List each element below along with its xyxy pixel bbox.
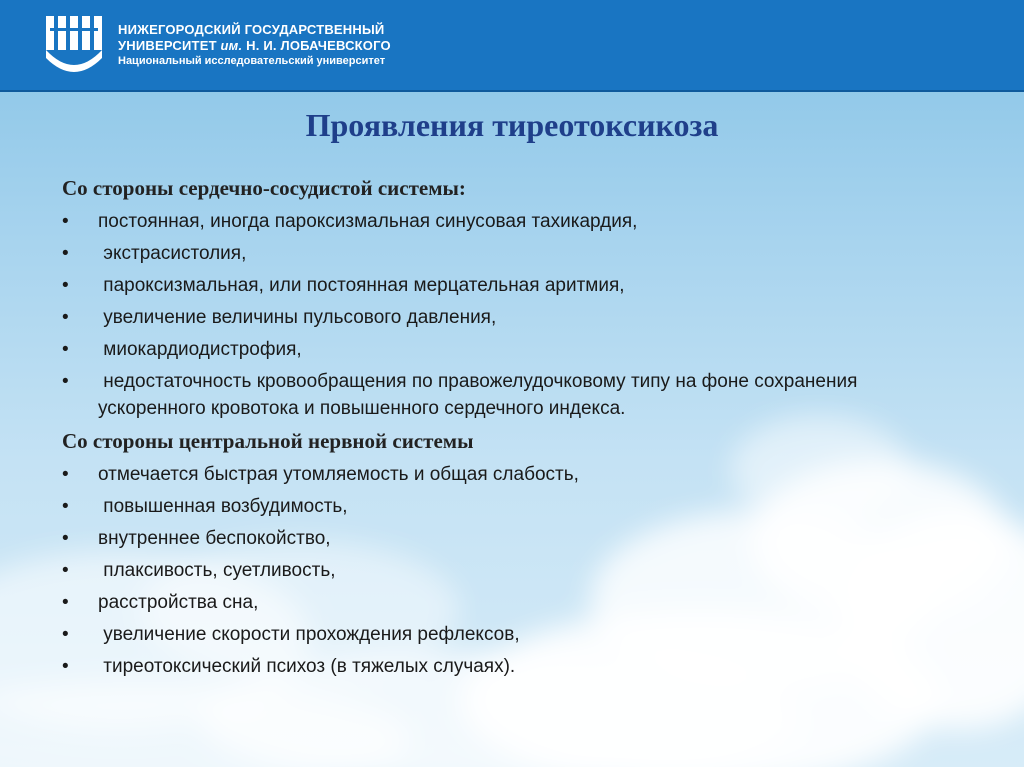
list-item: [62, 208, 922, 235]
university-name-im: им.: [220, 38, 243, 53]
section-cns: [62, 427, 922, 680]
section-heading: Со стороны центральной нервной системы: [62, 429, 474, 453]
list-item-text: увеличение скорости прохождения рефлексов,: [98, 624, 520, 645]
bullet-list: [62, 208, 922, 422]
list-item-text: плаксивость, суетливость,: [98, 560, 336, 581]
list-item: [62, 461, 922, 488]
bullet-icon: •: [62, 307, 69, 328]
bullet-icon: •: [62, 496, 69, 517]
section-cardiovascular: [62, 174, 922, 422]
list-item-text: пароксизмальная, или постоянная мерцательная аритмия,: [98, 275, 625, 296]
list-item: [62, 493, 922, 520]
university-name-person: Н. И. ЛОБАЧЕВСКОГО: [246, 38, 391, 53]
list-item-text: расстройства сна,: [98, 592, 259, 613]
bullet-icon: •: [62, 371, 69, 392]
nnu-logo-icon: [40, 10, 108, 78]
university-name-prefix: УНИВЕРСИТЕТ: [118, 38, 217, 53]
list-item-text: постоянная, иногда пароксизмальная синусовая тахикардия,: [98, 211, 638, 232]
bullet-list: [62, 461, 922, 680]
bullet-icon: •: [62, 464, 69, 485]
list-item-text: тиреотоксический психоз (в тяжелых случаях).: [98, 656, 516, 677]
list-item-text: отмечается быстрая утомляемость и общая слабость,: [98, 464, 579, 485]
list-item: [62, 589, 922, 616]
slide-content: [62, 174, 922, 685]
bullet-icon: •: [62, 339, 69, 360]
bullet-icon: •: [62, 656, 69, 677]
slide-title: Проявления тиреотоксикоза: [305, 107, 719, 143]
list-item-text: повышенная возбудимость,: [98, 496, 348, 517]
list-item: [62, 525, 922, 552]
list-item-text: экстрасистолия,: [98, 243, 247, 264]
list-item: [62, 272, 922, 299]
university-name-line2: [118, 38, 391, 53]
list-item: [62, 653, 922, 680]
bullet-icon: •: [62, 624, 69, 645]
list-item: [62, 368, 922, 422]
bullet-icon: •: [62, 560, 69, 581]
university-subtitle: Национальный исследовательский университет: [118, 55, 386, 67]
list-item: [62, 240, 922, 267]
list-item: [62, 557, 922, 584]
list-item-text: увеличение величины пульсового давления,: [98, 307, 497, 328]
section-heading: Со стороны сердечно-сосудистой системы:: [62, 176, 466, 200]
list-item-text: внутреннее беспокойство,: [98, 528, 331, 549]
university-name-line1: НИЖЕГОРОДСКИЙ ГОСУДАРСТВЕННЫЙ: [118, 22, 385, 37]
bullet-icon: •: [62, 275, 69, 296]
bullet-icon: •: [62, 528, 69, 549]
list-item-text: недостаточность кровообращения по правожелудочковому типу на фоне сохранения ускоренного кровотока и повышенного сердечного индекса.: [98, 371, 863, 419]
list-item: [62, 304, 922, 331]
bullet-icon: •: [62, 243, 69, 264]
bullet-icon: •: [62, 211, 69, 232]
list-item-text: миокардиодистрофия,: [98, 339, 302, 360]
list-item: [62, 621, 922, 648]
list-item: [62, 336, 922, 363]
bullet-icon: •: [62, 592, 69, 613]
header-bar: [0, 0, 1024, 92]
